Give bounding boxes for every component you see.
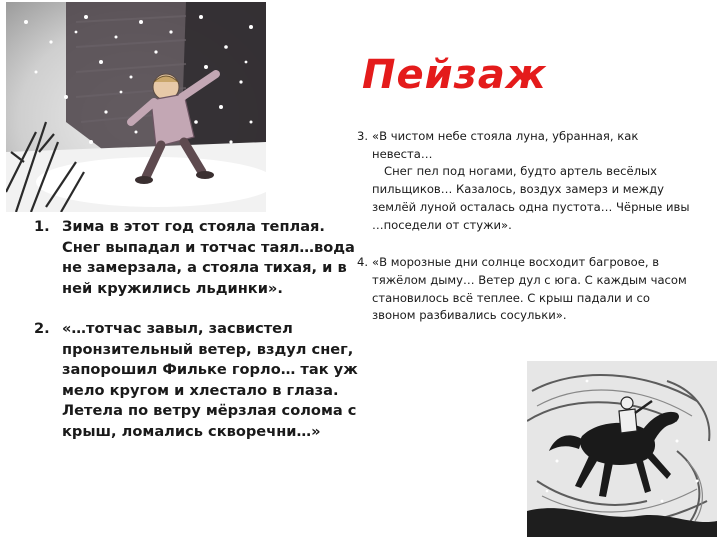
item-text: Зима в этот год стояла теплая. Снег выпадал и тотчас таял…вода не замерзала, а стояла тихая, и в ней кружились льдинки». xyxy=(62,218,355,297)
right-text-column xyxy=(357,128,697,325)
item-number: 4. xyxy=(357,255,369,270)
list-item xyxy=(357,254,697,325)
item-text: «В чистом небе стояла луна, убранная, как невеста… xyxy=(372,129,639,161)
item-number: 3. xyxy=(357,129,369,143)
left-text-column xyxy=(34,217,364,442)
item-text: «В морозные дни солнце восходит багровое, в тяжёлом дыму… Ветер дул с юга. С каждым часом становилось всё теплее. С крыш падали и со звоном разбивались сосульки». xyxy=(372,255,687,323)
item-number: 2. xyxy=(34,320,50,337)
slide-title: Пейзаж xyxy=(362,52,547,98)
list-item xyxy=(34,319,364,442)
list-item xyxy=(34,217,364,299)
list-item xyxy=(357,128,697,234)
item-number: 1. xyxy=(34,218,50,235)
item-text: Снег пел под ногами, будто артель весёлых пильщиков… Казалось, воздух замерз и между землёй луной осталась одна пустота… Чёрные ивы …поседели от стужи». xyxy=(372,164,690,232)
winter-boy-illustration xyxy=(6,2,266,212)
winter-horse-illustration xyxy=(527,361,717,537)
item-text: «…тотчас завыл, засвистел пронзительный ветер, вздул снег, запорошил Фильке горло… так уж мело кругом и хлестало в глаза. Летела по ветру мёрзлая солома с крыш, ломались скворечни…» xyxy=(62,320,358,440)
